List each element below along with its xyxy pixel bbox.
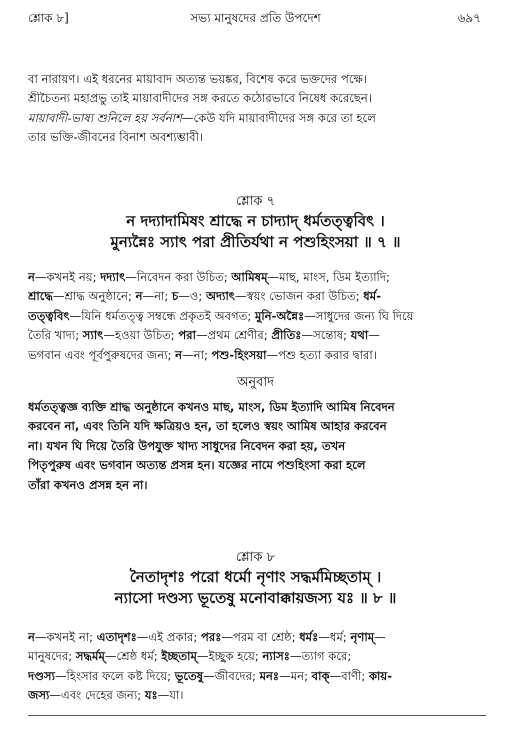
- synonym-word: অদ্যাৎ: [205, 289, 236, 304]
- synonym-meaning: —এই প্রকার;: [136, 630, 201, 644]
- verse-line: নৈতাদৃশঃ পরো ধর্মো নৃণাং সদ্ধর্মমিচ্ছতাম্ ।: [129, 568, 382, 586]
- synonym-meaning: —শ্রেষ্ঠ ধর্ম;: [104, 649, 162, 664]
- synonym-meaning: —এবং দেহের জন্য;: [49, 688, 145, 703]
- translation-heading: অনুবাদ: [237, 375, 274, 390]
- synonym-word: মুনি-অন্নৈঃ: [254, 308, 305, 323]
- synonym-word: আমিষম্: [231, 270, 268, 284]
- synonym-meaning: —না;: [142, 289, 172, 304]
- synonym-word: ইচ্ছতাম্: [161, 649, 197, 664]
- synonym-word: ন্যাসঃ: [262, 649, 290, 664]
- synonym-meaning: —সাধুদের জন্য ঘি দিয়ে: [304, 308, 414, 323]
- synonym-word: শ্রাদ্ধে: [28, 289, 53, 304]
- synonym-word: জস্য: [28, 688, 50, 703]
- synonym-meaning: —: [374, 630, 386, 644]
- synonym-word: ন: [135, 289, 143, 304]
- synonym-meaning: —না;: [182, 347, 212, 362]
- synonym-meaning: মানুষদের;: [28, 649, 76, 664]
- synonym-word: মনঃ: [259, 668, 280, 683]
- synonym-meaning: —প্রথম শ্রেণীর;: [196, 328, 272, 343]
- synonym-word: পশু-হিংসয়া: [211, 347, 267, 362]
- synonym-meaning: —হিংসার ফলে কষ্ট দিয়ে;: [54, 668, 175, 683]
- synonym-meaning: —হওয়া উচিত;: [103, 328, 179, 343]
- synonym-meaning: ভগবান এবং পূর্বপুরুষদের জন্য;: [28, 347, 176, 362]
- synonym-word: সদ্ধর্মম্: [75, 649, 105, 664]
- translation-line: ধর্মতত্ত্বজ্ঞ ব্যক্তি শ্রাদ্ধ অনুষ্ঠানে কখনও মাছ, মাংস, ডিম ইত্যাদি আমিষ নিবেদন: [28, 400, 395, 414]
- synonym-meaning: —নিবেদন করা উচিত;: [125, 270, 232, 284]
- synonym-word: বাক্: [311, 668, 330, 683]
- synonym-line: [28, 287, 486, 306]
- synonym-line: [28, 647, 486, 666]
- header-chapter-title: সভ্য মানুষদের প্রতি উপদেশ: [190, 11, 321, 25]
- synonym-meaning: —: [368, 328, 380, 343]
- synonym-meaning: —মন;: [279, 668, 312, 683]
- synonym-line: [28, 686, 486, 705]
- synonym-word: ন: [28, 630, 35, 644]
- synonym-word: ন: [175, 347, 183, 362]
- synonym-meaning: —বাণী;: [329, 668, 369, 683]
- synonym-word: স্যাৎ: [82, 328, 104, 343]
- synonym-line: [28, 667, 486, 686]
- synonym-word: ন: [28, 270, 35, 284]
- synonym-word: পরা: [178, 328, 196, 343]
- synonym-word: পরঃ: [201, 630, 222, 644]
- intro-line: শ্রীচৈতন্য মহাপ্রভু তাই মায়াবাদীদের সঙ্গ করতে কঠোরভাবে নিষেধ করেছেন।: [28, 91, 372, 106]
- footer-rule: [28, 715, 486, 716]
- header-verse-ref: শ্লোক ৮]: [28, 11, 69, 25]
- verse-7-title: শ্লোক ৭: [235, 194, 276, 209]
- verse-line: মুন্যন্নৈঃ স্যাৎ পরা প্রীতির্যথা ন পশুহিংসয়া ॥ ৭ ॥: [110, 233, 401, 251]
- synonym-meaning: —মাছ, মাংস, ডিম ইত্যাদি;: [267, 270, 390, 284]
- synonym-meaning: —সন্তোষ;: [301, 328, 351, 343]
- synonym-word: যঃ: [144, 688, 158, 703]
- verse-8-text: [0, 567, 511, 609]
- synonym-meaning: —ধর্ম;: [318, 630, 351, 644]
- synonym-meaning: —কখনই না;: [34, 630, 97, 644]
- synonym-word: নৃণাম্: [350, 630, 375, 644]
- synonym-meaning: —পশু হত্যা করার দ্বারা।: [266, 347, 377, 362]
- synonym-word: দণ্ডস্য: [28, 668, 55, 683]
- synonym-line: [28, 628, 486, 647]
- synonym-word: যথা: [350, 328, 369, 343]
- synonym-meaning: —শ্রাদ্ধ অনুষ্ঠানে;: [52, 289, 136, 304]
- intro-paragraph: [28, 70, 486, 148]
- translation-line: তাঁরা কখনও প্রসন্ন হন না।: [28, 477, 148, 492]
- intro-line-rest: —কেউ যদি মায়াবাদীদের সঙ্গ করে তা হলে: [181, 110, 376, 125]
- synonym-meaning: —জীবদের;: [203, 668, 260, 683]
- synonym-line: [28, 307, 486, 326]
- synonym-line: [28, 268, 486, 287]
- synonym-word: দদ্যাৎ: [100, 270, 126, 284]
- synonym-meaning: —স্বয়ং ভোজন করা উচিত;: [235, 289, 364, 304]
- synonym-line: [28, 326, 486, 345]
- synonym-word: প্রীতিঃ: [271, 328, 302, 343]
- synonym-word: ধর্ম-: [363, 289, 382, 304]
- synonym-meaning: তৈরি খাদ্য;: [28, 328, 83, 343]
- synonym-word: চ: [171, 289, 179, 304]
- verse-8-title: শ্লোক ৮: [235, 550, 276, 565]
- verse-line: ন দদ্যাদামিষং শ্রাদ্ধে ন চাদ্যাদ্ ধর্মতত্ত্ববিৎ ।: [126, 212, 385, 230]
- translation-line: করবেন না, এবং তিনি যদি ক্ষত্রিয়ও হন, তা হলেও স্বয়ং আমিষ আহার করবেন: [28, 419, 387, 434]
- synonym-word: এতাদৃশঃ: [96, 630, 137, 644]
- synonym-line: [28, 346, 486, 365]
- synonym-word: কায়-: [368, 668, 393, 683]
- verse-7-text: [0, 211, 511, 253]
- synonyms-8: [28, 628, 486, 706]
- intro-line: বা নারায়ণ। এই ধরনের মায়াবাদ অত্যন্ত ভয়ঙ্কর, বিশেষ করে ভক্তদের পক্ষে।: [28, 72, 368, 86]
- translation-line: না। যখন ঘি দিয়ে তৈরি উপযুক্ত খাদ্য সাধুদের নিবেদন করা হয়, তখন: [28, 438, 346, 453]
- synonym-word: তত্ত্ববিৎ: [28, 308, 70, 323]
- synonym-meaning: —পরম বা শ্রেষ্ঠ;: [221, 630, 300, 644]
- header-page-number: ৬৯৭: [457, 11, 481, 25]
- synonym-meaning: —ত্যাগ করে;: [289, 649, 352, 664]
- translation-7: [28, 398, 486, 495]
- synonyms-7: [28, 268, 486, 365]
- synonym-meaning: —যা।: [157, 688, 184, 703]
- synonym-meaning: —কখনই নয়;: [34, 270, 101, 284]
- intro-line: তার ভক্তি-জীবনের বিনাশ অবশ্যম্ভাবী।: [28, 130, 204, 145]
- synonym-word: ধর্মঃ: [299, 630, 319, 644]
- verse-line: ন্যাসো দণ্ডস্য ভূতেষু মনোবাক্কায়জস্য যঃ ॥ ৮ ॥: [114, 589, 397, 607]
- intro-italic-quote: মায়াবাদী-ভাষ্য শুনিলে হয় সর্বনাশ: [28, 110, 182, 125]
- synonym-word: ভূতেষু: [174, 668, 204, 683]
- synonym-meaning: —ইচ্ছুক হয়ে;: [196, 649, 263, 664]
- translation-line: পিতৃপুরুষ এবং ভগবান অত্যন্ত প্রসন্ন হন। যজ্ঞের নামে পশুহিংসা করা হলে: [28, 458, 366, 473]
- synonym-meaning: —যিনি ধর্মতত্ত্ব সম্বন্ধে প্রকৃতই অবগত;: [69, 308, 255, 323]
- synonym-meaning: —ও;: [178, 289, 206, 304]
- intro-line: [28, 109, 486, 128]
